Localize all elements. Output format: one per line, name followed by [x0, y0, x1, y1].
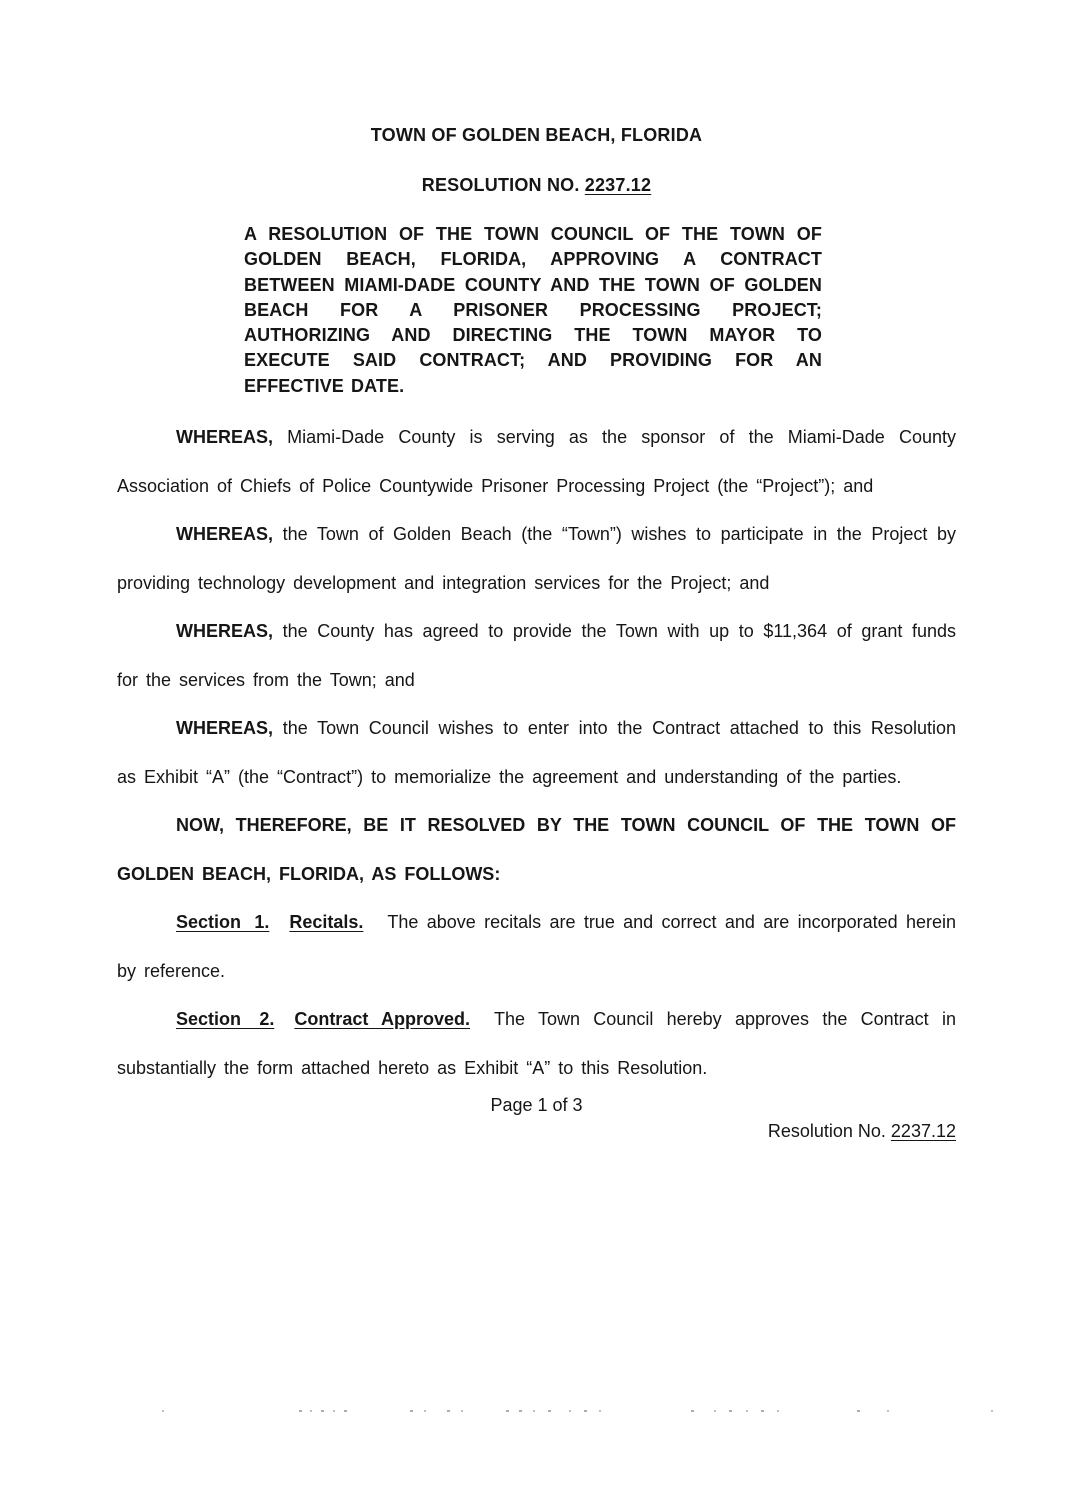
dot [410, 1410, 413, 1412]
dot [887, 1410, 889, 1412]
page-indicator: Page 1 of 3 [490, 1095, 583, 1116]
resolution-heading-number: 2237.12 [584, 175, 652, 195]
section-2-paragraph [117, 995, 956, 1092]
dot [777, 1410, 779, 1412]
dot [519, 1410, 522, 1412]
dot [533, 1410, 535, 1412]
resolution-text [117, 413, 956, 1092]
section-1-label: Section 1. [176, 912, 270, 933]
whereas-text-4: the Town Council wishes to enter into the Contract attached to this Resolution as Exhibit “A” (the “Contract”) to memorialize the agreement and understanding of the parties. [117, 718, 956, 787]
dot [746, 1410, 748, 1412]
dot [461, 1410, 463, 1412]
scan-artifacts [0, 1410, 1065, 1414]
dot [569, 1410, 571, 1412]
dot [548, 1410, 551, 1412]
footer-resolution-label: Resolution No. [767, 1121, 891, 1142]
section-2-text: The Town Council hereby approves the Contract in substantially the form attached hereto as Exhibit “A” to this Resolution. [117, 1009, 956, 1078]
whereas-lead-4: WHEREAS, [176, 718, 274, 739]
section-2-label: Section 2. [176, 1009, 275, 1030]
dot [447, 1410, 450, 1412]
document-title: TOWN OF GOLDEN BEACH, FLORIDA [370, 125, 703, 145]
dot [299, 1410, 302, 1412]
footer-resolution-number [117, 1118, 956, 1144]
dot [162, 1410, 164, 1412]
section-2-title: Contract Approved. [294, 1009, 470, 1030]
dot [761, 1410, 764, 1412]
dot [506, 1410, 509, 1412]
footer-resolution-value: 2237.12 [890, 1121, 956, 1142]
whereas-lead-1: WHEREAS, [176, 427, 274, 448]
whereas-lead-2: WHEREAS, [176, 524, 274, 545]
caption-paragraph: A RESOLUTION OF THE TOWN COUNCIL OF THE TOWN OF GOLDEN BEACH, FLORIDA, APPROVING A CONTRACT BETWEEN MIAMI-DADE COUNTY AND THE TOWN OF GOLDEN BEACH FOR A PRISONER PROCESSING PROJECT; AUTHORIZING AND DIRECTING THE TOWN MAYOR TO EXECUTE SAID CONTRACT; AND PROVIDING FOR AN EFFECTIVE DATE. [244, 224, 822, 396]
whereas-paragraph-1 [117, 413, 956, 510]
dot [344, 1410, 347, 1412]
dot [584, 1410, 587, 1412]
whereas-lead-3: WHEREAS, [176, 621, 274, 642]
resolution-number-heading [117, 173, 956, 197]
dot [714, 1410, 716, 1412]
document-body [117, 0, 956, 1144]
dot [599, 1410, 601, 1412]
dot [991, 1410, 993, 1412]
dot [691, 1410, 694, 1412]
section-1-paragraph [117, 898, 956, 995]
resolved-paragraph: NOW, THEREFORE, BE IT RESOLVED BY THE TOWN COUNCIL OF THE TOWN OF GOLDEN BEACH, FLORIDA, AS FOLLOWS: [117, 815, 956, 884]
whereas-text-3: the County has agreed to provide the Town with up to $11,364 of grant funds for the services from the Town; and [117, 621, 956, 690]
whereas-paragraph-4 [117, 704, 956, 801]
dot [310, 1410, 312, 1412]
dot [857, 1410, 860, 1412]
dot [729, 1410, 732, 1412]
section-1-title: Recitals. [289, 912, 364, 933]
section-1-text: The above recitals are true and correct and are incorporated herein by reference. [117, 912, 956, 981]
dot [424, 1410, 426, 1412]
dot [333, 1410, 335, 1412]
whereas-text-1: Miami-Dade County is serving as the sponsor of the Miami-Dade County Association of Chiefs of Police Countywide Prisoner Processing Project (the “Project”); and [117, 427, 956, 496]
dot [321, 1410, 324, 1412]
whereas-paragraph-2 [117, 510, 956, 607]
whereas-text-2: the Town of Golden Beach (the “Town”) wishes to participate in the Project by providing technology development and integration services for the Project; and [117, 524, 956, 593]
whereas-paragraph-3 [117, 607, 956, 704]
resolution-heading-label: RESOLUTION NO. [421, 175, 585, 195]
